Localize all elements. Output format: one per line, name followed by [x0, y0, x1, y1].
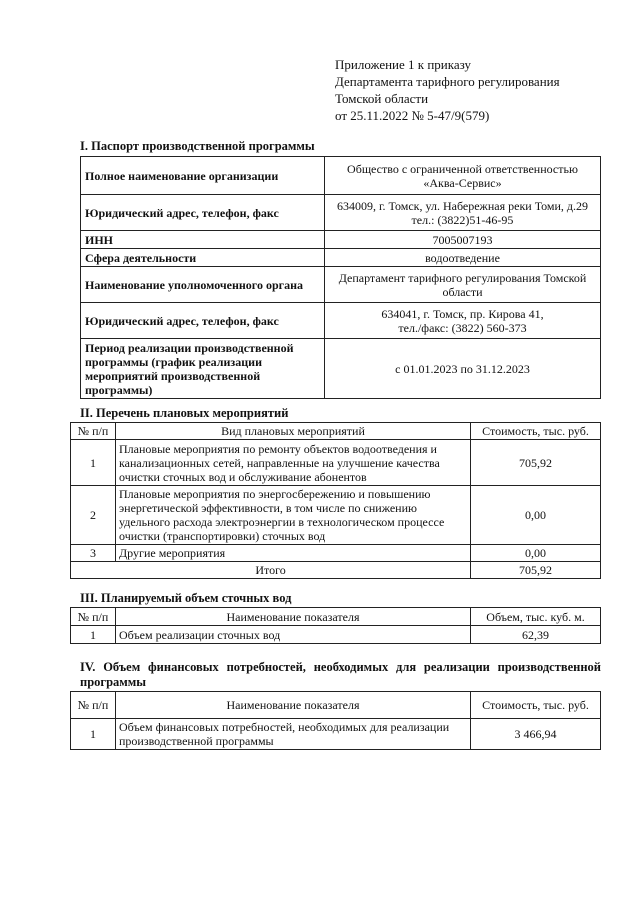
col-header-volume: Объем, тыс. куб. м. — [471, 608, 601, 626]
passport-value: с 01.01.2023 по 31.12.2023 — [325, 339, 601, 399]
col-header-num: № п/п — [71, 692, 116, 719]
col-header-num: № п/п — [71, 423, 116, 440]
cell-cost: 0,00 — [471, 486, 601, 545]
header-line-3: Томской области — [335, 91, 429, 106]
section-1-title: I. Паспорт производственной программы — [80, 139, 315, 153]
table-row — [71, 626, 601, 644]
table-row — [81, 267, 601, 303]
passport-label: Юридический адрес, телефон, факс — [81, 195, 325, 231]
cell-name: Плановые мероприятия по ремонту объектов водоотведения и канализационных сетей, направленные на улучшение качества очистки сточных вод и обслуживание абонентов — [116, 440, 471, 486]
table-row — [81, 157, 601, 195]
value-line: 634041, г. Томск, пр. Кирова 41, — [381, 306, 544, 321]
passport-label: Юридический адрес, телефон, факс — [81, 303, 325, 339]
col-header-cost: Стоимость, тыс. руб. — [471, 692, 601, 719]
passport-label: Период реализации производственной программы (график реализации мероприятий производственной программы) — [81, 339, 325, 399]
cell-num: 1 — [71, 719, 116, 750]
table-total-row — [71, 562, 601, 579]
cell-cost: 0,00 — [471, 545, 601, 562]
header-line-1: Приложение 1 к приказу — [335, 57, 472, 72]
section-3-title: III. Планируемый объем сточных вод — [80, 591, 292, 605]
table-header-row — [71, 692, 601, 719]
table-row — [81, 231, 601, 249]
cell-cost: 3 466,94 — [471, 719, 601, 750]
passport-label: Наименование уполномоченного органа — [81, 267, 325, 303]
header-line-2: Департамента тарифного регулирования — [335, 74, 560, 89]
col-header-cost: Стоимость, тыс. руб. — [471, 423, 601, 440]
volume-table — [70, 607, 601, 644]
col-header-name: Вид плановых мероприятий — [116, 423, 471, 440]
passport-value: 7005007193 — [325, 231, 601, 249]
value-line: Общество с ограниченной ответственностью — [347, 161, 578, 176]
cell-num: 3 — [71, 545, 116, 562]
cell-name: Плановые мероприятия по энергосбережению и повышению энергетической эффективности, в том числе по снижению удельного расхода электроэнергии в технологическом процессе очистки (транспортировки) сточных вод — [116, 486, 471, 545]
table-header-row — [71, 608, 601, 626]
value-line: 634009, г. Томск, ул. Набережная реки Томи, д.29 — [336, 198, 589, 213]
total-value: 705,92 — [471, 562, 601, 579]
total-label: Итого — [71, 562, 471, 579]
table-row — [81, 195, 601, 231]
value-line: тел./факс: (3822) 560-373 — [398, 320, 527, 335]
section-2-title: II. Перечень плановых мероприятий — [80, 406, 289, 420]
table-row — [71, 545, 601, 562]
passport-label: Сфера деятельности — [81, 249, 325, 267]
document-header — [335, 56, 625, 124]
value-line: «Аква-Сервис» — [423, 175, 502, 190]
value-line: области — [442, 284, 483, 299]
col-header-name: Наименование показателя — [116, 608, 471, 626]
table-row — [71, 440, 601, 486]
passport-value — [325, 195, 601, 231]
cell-name: Другие мероприятия — [116, 545, 471, 562]
header-line-4: от 25.11.2022 № 5-47/9(579) — [335, 108, 490, 123]
table-row — [81, 303, 601, 339]
table-header-row — [71, 423, 601, 440]
cell-volume: 62,39 — [471, 626, 601, 644]
value-line: тел.: (3822)51-46-95 — [411, 212, 514, 227]
passport-label: ИНН — [81, 231, 325, 249]
section-4-title: IV. Объем финансовых потребностей, необходимых для реализации производственной программы — [80, 660, 601, 689]
passport-value: водоотведение — [325, 249, 601, 267]
plan-table — [70, 422, 601, 579]
passport-value — [325, 303, 601, 339]
cell-cost: 705,92 — [471, 440, 601, 486]
passport-label: Полное наименование организации — [81, 157, 325, 195]
finance-table — [70, 691, 601, 750]
cell-num: 1 — [71, 626, 116, 644]
table-row — [81, 249, 601, 267]
cell-num: 1 — [71, 440, 116, 486]
col-header-num: № п/п — [71, 608, 116, 626]
passport-value — [325, 267, 601, 303]
col-header-name: Наименование показателя — [116, 692, 471, 719]
passport-table — [80, 156, 601, 399]
cell-name: Объем финансовых потребностей, необходимых для реализации производственной программы — [116, 719, 471, 750]
table-row — [71, 719, 601, 750]
cell-name: Объем реализации сточных вод — [116, 626, 471, 644]
passport-value — [325, 157, 601, 195]
cell-num: 2 — [71, 486, 116, 545]
table-row — [81, 339, 601, 399]
value-line: Департамент тарифного регулирования Томской — [338, 270, 587, 285]
table-row — [71, 486, 601, 545]
